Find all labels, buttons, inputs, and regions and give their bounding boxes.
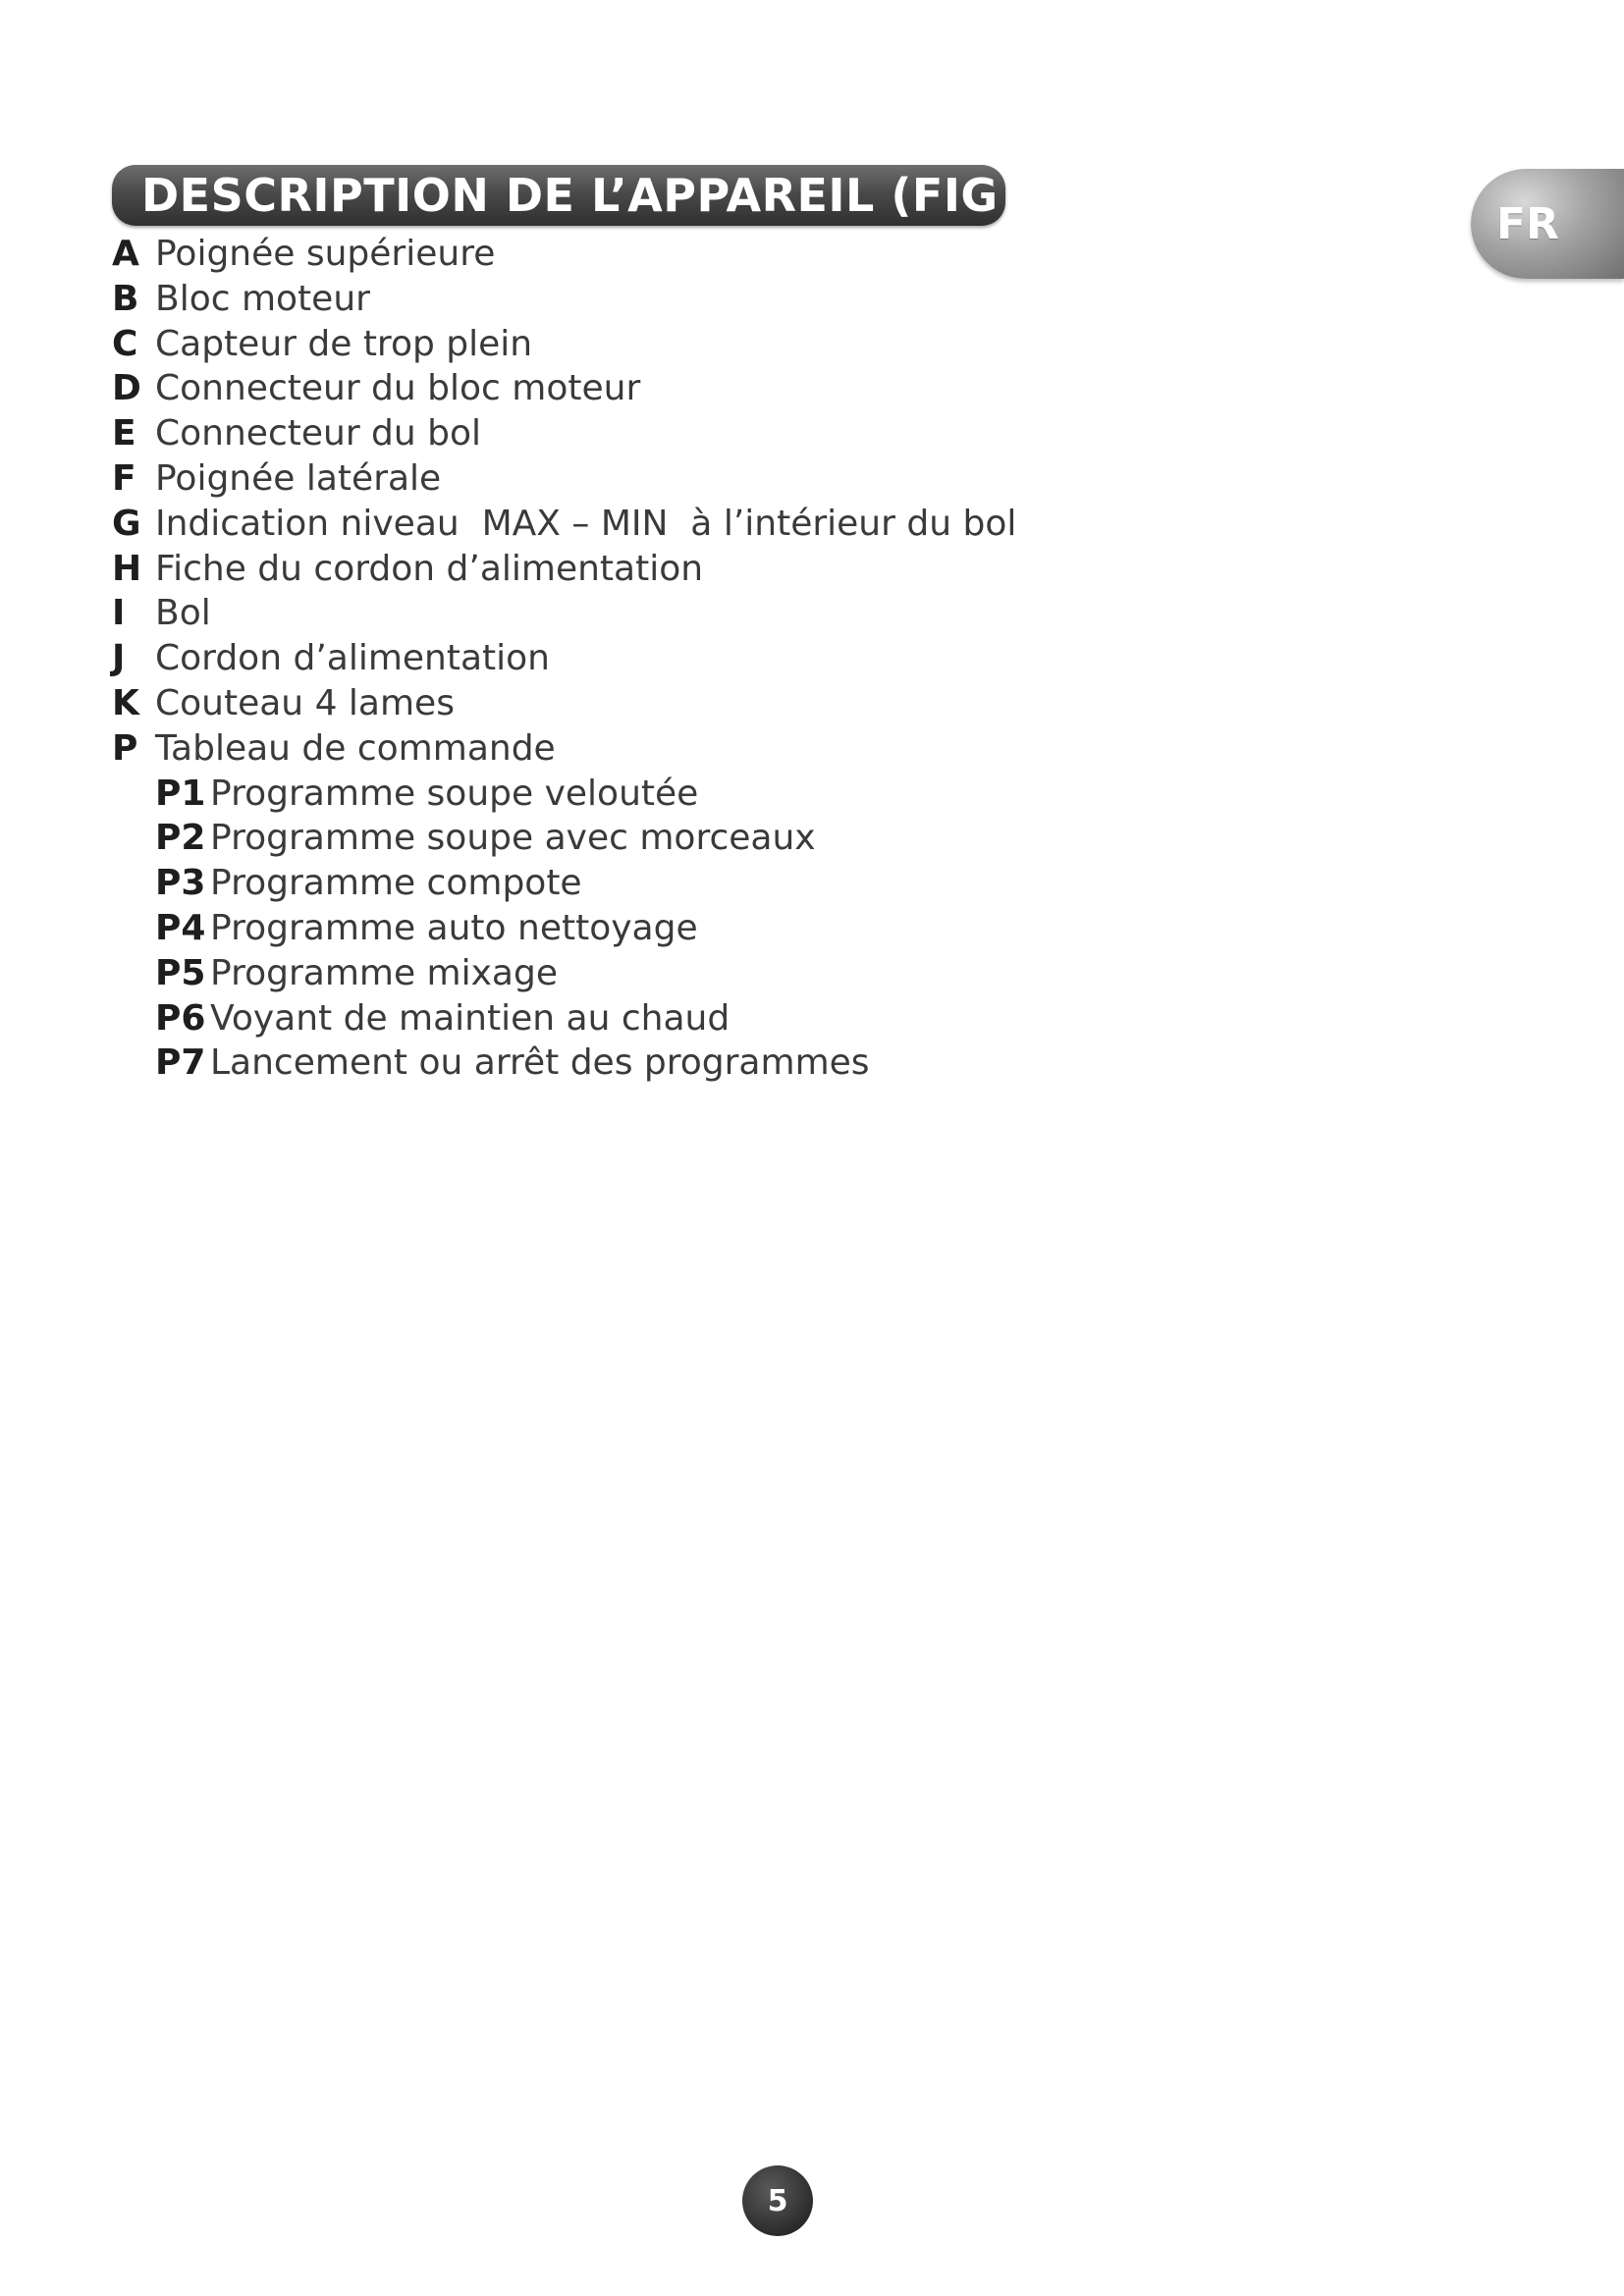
list-item — [112, 411, 1016, 456]
control-panel-item — [112, 951, 1016, 996]
list-item — [112, 636, 1016, 681]
program-label: Programme mixage — [210, 952, 558, 993]
parts-list — [112, 232, 1016, 1086]
list-item — [112, 591, 1016, 636]
language-tab-label: FR — [1496, 198, 1559, 249]
control-panel-item — [112, 861, 1016, 906]
program-code: P3 — [155, 863, 206, 904]
program-code: P1 — [155, 773, 206, 814]
part-code: E — [112, 413, 136, 454]
list-item — [112, 502, 1016, 547]
program-label: Programme compote — [210, 863, 582, 904]
part-code: J — [112, 638, 126, 679]
program-label: Programme soupe veloutée — [210, 773, 699, 814]
part-code: B — [112, 278, 139, 319]
part-label: Tableau de commande — [155, 727, 556, 769]
part-label: Cordon d’alimentation — [155, 638, 550, 679]
part-label: Couteau 4 lames — [155, 682, 455, 723]
list-item — [112, 456, 1016, 502]
part-code: H — [112, 548, 142, 589]
list-item — [112, 322, 1016, 367]
part-code: A — [112, 234, 139, 274]
page-number: 5 — [767, 2183, 788, 2218]
list-item — [112, 232, 1016, 277]
control-panel-item — [112, 816, 1016, 861]
part-label: Indication niveau MAX – MIN à l’intérieur du bol — [155, 503, 1017, 544]
program-code: P2 — [155, 818, 206, 859]
control-panel-item — [112, 772, 1016, 817]
part-code: G — [112, 503, 141, 544]
program-code: P7 — [155, 1042, 206, 1084]
part-label: Poignée latérale — [155, 457, 442, 499]
program-code: P5 — [155, 952, 206, 993]
program-code: P6 — [155, 997, 206, 1039]
part-code: D — [112, 368, 141, 409]
control-panel-item — [112, 906, 1016, 951]
list-item — [112, 681, 1016, 726]
list-item — [112, 277, 1016, 322]
program-label: Programme soupe avec morceaux — [210, 818, 816, 859]
control-panel-item — [112, 996, 1016, 1041]
language-tab — [1471, 169, 1624, 279]
program-label: Lancement ou arrêt des programmes — [210, 1042, 870, 1084]
part-label: Capteur de trop plein — [155, 323, 533, 364]
program-label: Programme auto nettoyage — [210, 907, 698, 948]
control-panel-item — [112, 1041, 1016, 1086]
part-label: Connecteur du bloc moteur — [155, 368, 641, 409]
part-label: Poignée supérieure — [155, 234, 496, 274]
list-item — [112, 366, 1016, 411]
list-item — [112, 547, 1016, 592]
list-item — [112, 726, 1016, 772]
page-number-badge — [742, 2165, 813, 2236]
part-label: Bol — [155, 593, 211, 634]
part-code: F — [112, 457, 136, 499]
program-code: P4 — [155, 907, 206, 948]
part-label: Connecteur du bol — [155, 413, 482, 454]
part-code: P — [112, 727, 138, 769]
program-label: Voyant de maintien au chaud — [210, 997, 731, 1039]
part-code: C — [112, 323, 138, 364]
part-label: Bloc moteur — [155, 278, 370, 319]
part-code: I — [112, 593, 126, 634]
section-title-banner — [112, 165, 1068, 226]
part-label: Fiche du cordon d’alimentation — [155, 548, 704, 589]
section-title: DESCRIPTION DE L’APPAREIL (FIG 1) — [141, 169, 1068, 222]
part-code: K — [112, 682, 139, 723]
